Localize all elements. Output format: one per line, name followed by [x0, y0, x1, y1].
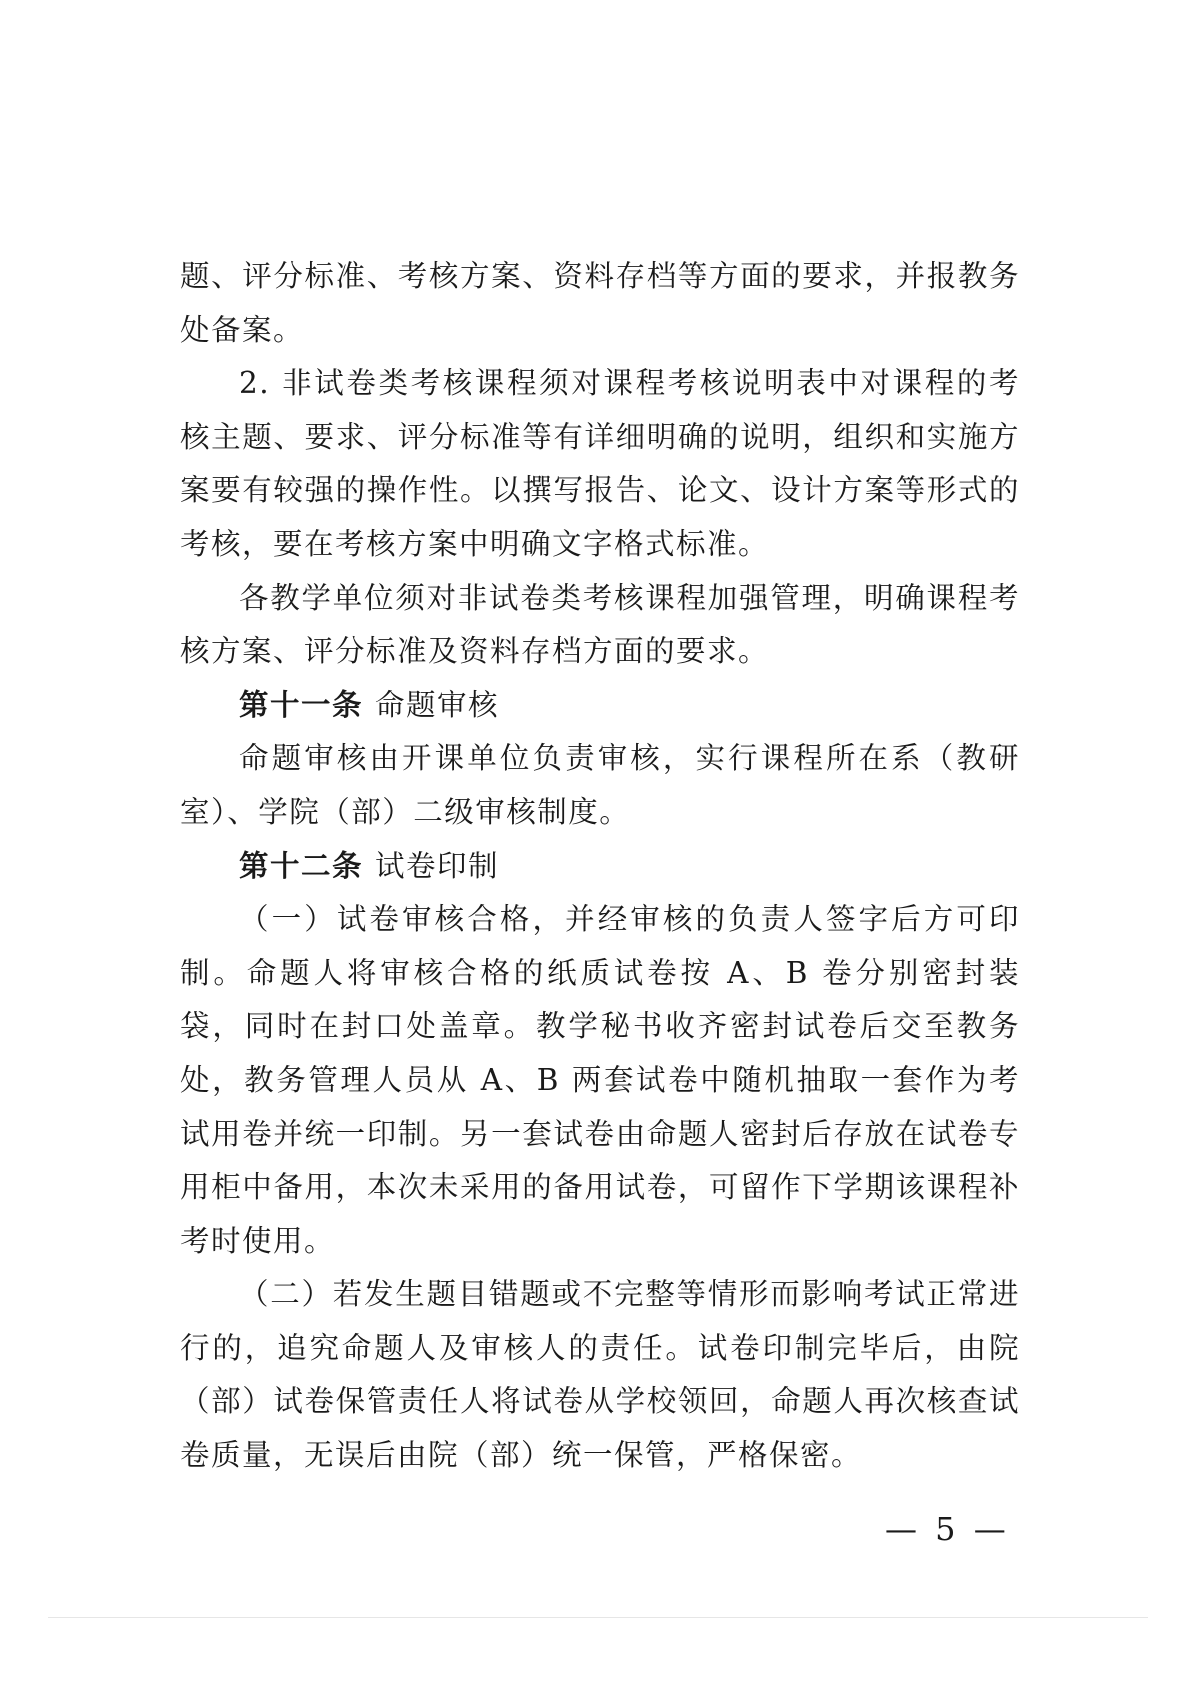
paragraph-continuation: 题、评分标准、考核方案、资料存档等方面的要求，并报教务处备案。	[180, 259, 1020, 347]
article-11-title: 命题审核	[375, 687, 500, 722]
paragraph-item-2: 2. 非试卷类考核课程须对课程考核说明表中对课程的考核主题、要求、评分标准等有详细明确的说明，组织和实施方案要有较强的操作性。以撰写报告、论文、设计方案等形式的考核，要在考核方案中明确文字格式标准。	[180, 366, 1020, 561]
page-number: — 5 —	[885, 1510, 1010, 1548]
article-12-number: 第十二条	[239, 848, 364, 883]
document-body	[180, 250, 1020, 1483]
paragraph-review: 命题审核由开课单位负责审核，实行课程所在系（教研室）、学院（部）二级审核制度。	[180, 741, 1020, 829]
paragraph-printing-1: （一）试卷审核合格，并经审核的负责人签字后方可印制。命题人将审核合格的纸质试卷按 A、B 卷分别密封装袋，同时在封口处盖章。教学秘书收齐密封试卷后交至教务处，教务管理人员从 A、B 两套试卷中随机抽取一套作为考试用卷并统一印制。另一套试卷由命题人密封后存放在试卷专用柜中备用，本次未采用的备用试卷，可留作下学期该课程补考时使用。	[180, 902, 1020, 1258]
article-11-heading	[180, 679, 1020, 733]
article-12-heading	[180, 840, 1020, 894]
page-divider	[48, 1617, 1148, 1618]
article-11-number: 第十一条	[239, 687, 364, 722]
article-12-title: 试卷印制	[375, 848, 500, 883]
paragraph-printing-2: （二）若发生题目错题或不完整等情形而影响考试正常进行的，追究命题人及审核人的责任。试卷印制完毕后，由院（部）试卷保管责任人将试卷从学校领回，命题人再次核查试卷质量，无误后由院（部）统一保管，严格保密。	[180, 1277, 1020, 1473]
paragraph-management: 各教学单位须对非试卷类考核课程加强管理，明确课程考核方案、评分标准及资料存档方面的要求。	[180, 580, 1020, 669]
